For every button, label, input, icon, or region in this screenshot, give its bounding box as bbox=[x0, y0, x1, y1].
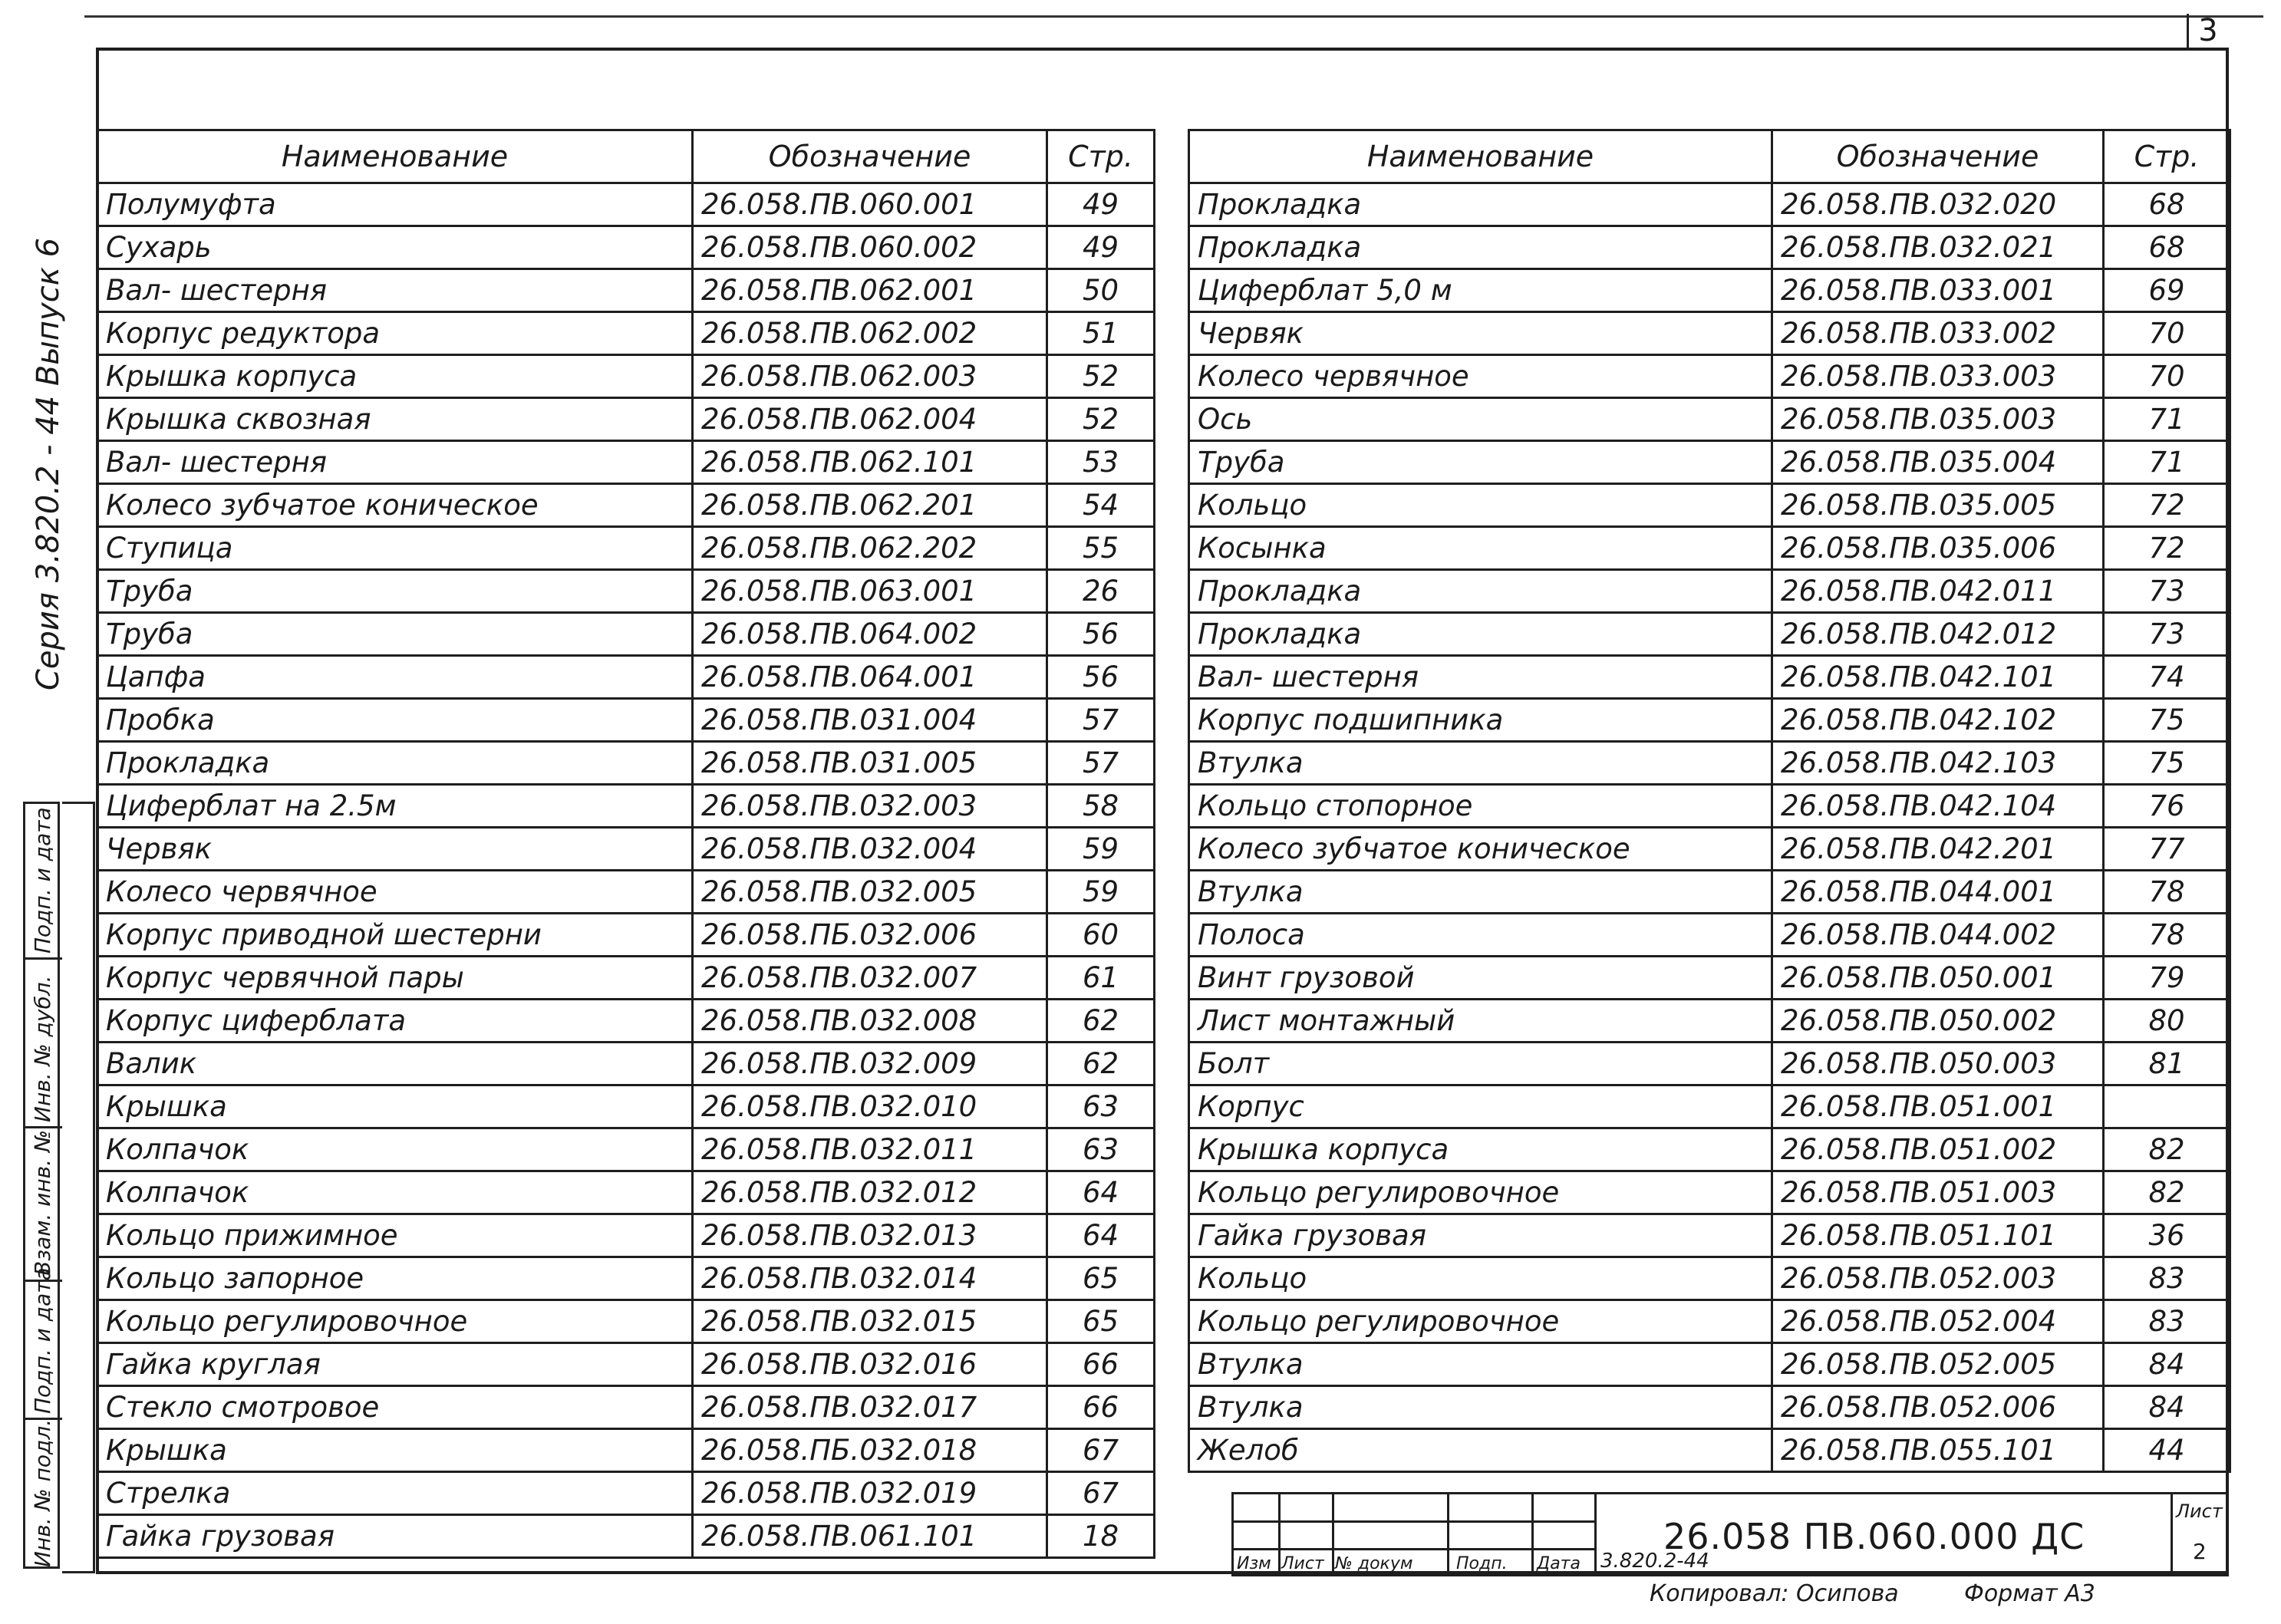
item-page: 73 bbox=[2104, 613, 2230, 656]
item-designation: 26.058.ПВ.035.003 bbox=[1772, 398, 2104, 441]
table-row bbox=[1189, 871, 2230, 914]
table-row bbox=[97, 1128, 1155, 1171]
item-name: Корпус приводной шестерни bbox=[97, 914, 693, 957]
series-code: 3.820.2-44 bbox=[1600, 1550, 1709, 1573]
item-name: Крышка bbox=[97, 1429, 693, 1472]
table-row bbox=[1189, 656, 2230, 699]
table-row bbox=[1189, 527, 2230, 570]
table-row bbox=[97, 1043, 1155, 1085]
item-name: Корпус циферблата bbox=[97, 1000, 693, 1043]
page-number: 3 bbox=[2187, 14, 2227, 50]
item-name: Кольцо запорное bbox=[97, 1257, 693, 1300]
table-row bbox=[97, 312, 1155, 355]
item-designation: 26.058.ПВ.051.003 bbox=[1772, 1171, 2104, 1214]
item-name: Корпус редуктора bbox=[97, 312, 693, 355]
item-designation: 26.058.ПВ.062.201 bbox=[693, 484, 1047, 527]
table-row bbox=[97, 1257, 1155, 1300]
item-designation: 26.058.ПВ.062.002 bbox=[693, 312, 1047, 355]
table-row bbox=[1189, 1343, 2230, 1386]
item-page: 49 bbox=[1047, 226, 1155, 269]
item-designation: 26.058.ПВ.032.015 bbox=[693, 1300, 1047, 1343]
item-name: Прокладка bbox=[1189, 570, 1772, 613]
table-row bbox=[97, 828, 1155, 871]
item-designation: 26.058.ПВ.032.019 bbox=[693, 1472, 1047, 1515]
item-name: Колесо червячное bbox=[97, 871, 693, 914]
item-designation: 26.058.ПБ.032.006 bbox=[693, 914, 1047, 957]
table-row bbox=[97, 957, 1155, 1000]
side-stamp-column bbox=[62, 802, 95, 1573]
table-row bbox=[97, 183, 1155, 226]
item-designation: 26.058.ПВ.050.002 bbox=[1772, 1000, 2104, 1043]
sheet-value: 2 bbox=[2193, 1539, 2207, 1564]
item-page: 83 bbox=[2104, 1300, 2230, 1343]
outer-border-line bbox=[84, 15, 2263, 18]
item-page: 70 bbox=[2104, 355, 2230, 398]
item-designation: 26.058.ПВ.033.003 bbox=[1772, 355, 2104, 398]
item-designation: 26.058.ПВ.042.102 bbox=[1772, 699, 2104, 742]
table-row bbox=[97, 269, 1155, 312]
item-name: Кольцо регулировочное bbox=[1189, 1171, 1772, 1214]
table-row bbox=[1189, 269, 2230, 312]
side-stamp-divider bbox=[25, 957, 62, 960]
table-row bbox=[97, 1000, 1155, 1043]
item-designation: 26.058.ПВ.032.009 bbox=[693, 1043, 1047, 1085]
item-page: 53 bbox=[1047, 441, 1155, 484]
header-designation: Обозначение bbox=[693, 130, 1047, 183]
item-page: 76 bbox=[2104, 785, 2230, 828]
item-designation: 26.058.ПВ.062.001 bbox=[693, 269, 1047, 312]
item-name: Полумуфта bbox=[97, 183, 693, 226]
item-page: 26 bbox=[1047, 570, 1155, 613]
item-page: 59 bbox=[1047, 871, 1155, 914]
table-row bbox=[97, 871, 1155, 914]
item-designation: 26.058.ПВ.060.001 bbox=[693, 183, 1047, 226]
item-designation: 26.058.ПВ.052.005 bbox=[1772, 1343, 2104, 1386]
table-row bbox=[1189, 484, 2230, 527]
item-designation: 26.058.ПВ.033.002 bbox=[1772, 312, 2104, 355]
table-row bbox=[1189, 1128, 2230, 1171]
item-name: Вал- шестерня bbox=[1189, 656, 1772, 699]
table-row bbox=[1189, 828, 2230, 871]
item-name: Крышка сквозная bbox=[97, 398, 693, 441]
item-name: Втулка bbox=[1189, 1343, 1772, 1386]
item-page: 57 bbox=[1047, 742, 1155, 785]
header-designation: Обозначение bbox=[1772, 130, 2104, 183]
item-name: Колесо зубчатое коническое bbox=[1189, 828, 1772, 871]
item-page: 57 bbox=[1047, 699, 1155, 742]
item-page: 82 bbox=[2104, 1128, 2230, 1171]
sheet-label: Лист bbox=[2176, 1500, 2223, 1522]
table-row bbox=[97, 1171, 1155, 1214]
item-designation: 26.058.ПВ.032.014 bbox=[693, 1257, 1047, 1300]
item-name: Кольцо bbox=[1189, 1257, 1772, 1300]
item-designation: 26.058.ПВ.032.007 bbox=[693, 957, 1047, 1000]
title-block-label: Подп. bbox=[1456, 1554, 1508, 1573]
table-row bbox=[97, 441, 1155, 484]
item-name: Труба bbox=[97, 613, 693, 656]
table-row bbox=[97, 1429, 1155, 1472]
item-page: 63 bbox=[1047, 1128, 1155, 1171]
table-row bbox=[97, 1515, 1155, 1558]
item-name: Гайка круглая bbox=[97, 1343, 693, 1386]
item-designation: 26.058.ПВ.032.013 bbox=[693, 1214, 1047, 1257]
item-page: 75 bbox=[2104, 699, 2230, 742]
table-row bbox=[1189, 570, 2230, 613]
item-name: Крышка корпуса bbox=[97, 355, 693, 398]
side-stamp-label: Подп. и дата bbox=[30, 1267, 55, 1414]
table-row bbox=[97, 785, 1155, 828]
table-row bbox=[1189, 398, 2230, 441]
item-page: 72 bbox=[2104, 527, 2230, 570]
table-row bbox=[1189, 742, 2230, 785]
item-page: 64 bbox=[1047, 1171, 1155, 1214]
item-name: Червяк bbox=[1189, 312, 1772, 355]
item-designation: 26.058.ПВ.052.006 bbox=[1772, 1386, 2104, 1429]
item-name: Кольцо прижимное bbox=[97, 1214, 693, 1257]
item-designation: 26.058.ПВ.050.001 bbox=[1772, 957, 2104, 1000]
item-name: Косынка bbox=[1189, 527, 1772, 570]
item-designation: 26.058.ПВ.064.001 bbox=[693, 656, 1047, 699]
document-code: 26.058 ПВ.060.000 ДС bbox=[1663, 1516, 2085, 1557]
item-page: 66 bbox=[1047, 1343, 1155, 1386]
item-designation: 26.058.ПВ.052.004 bbox=[1772, 1300, 2104, 1343]
item-name: Труба bbox=[1189, 441, 1772, 484]
item-page: 62 bbox=[1047, 1043, 1155, 1085]
item-name: Стекло смотровое bbox=[97, 1386, 693, 1429]
item-name: Кольцо стопорное bbox=[1189, 785, 1772, 828]
item-name: Ось bbox=[1189, 398, 1772, 441]
table-row bbox=[97, 570, 1155, 613]
item-designation: 26.058.ПВ.042.201 bbox=[1772, 828, 2104, 871]
table-row bbox=[97, 484, 1155, 527]
item-designation: 26.058.ПВ.062.101 bbox=[693, 441, 1047, 484]
table-header-row bbox=[1189, 130, 2230, 183]
item-designation: 26.058.ПВ.035.004 bbox=[1772, 441, 2104, 484]
item-designation: 26.058.ПВ.032.021 bbox=[1772, 226, 2104, 269]
item-designation: 26.058.ПВ.055.101 bbox=[1772, 1429, 2104, 1472]
table-row bbox=[97, 1472, 1155, 1515]
item-designation: 26.058.ПВ.032.008 bbox=[693, 1000, 1047, 1043]
item-name: Гайка грузовая bbox=[97, 1515, 693, 1558]
item-page: 65 bbox=[1047, 1300, 1155, 1343]
item-page: 72 bbox=[2104, 484, 2230, 527]
item-page: 65 bbox=[1047, 1257, 1155, 1300]
item-name: Циферблат на 2.5м bbox=[97, 785, 693, 828]
header-name: Наименование bbox=[97, 130, 693, 183]
item-designation: 26.058.ПВ.044.001 bbox=[1772, 871, 2104, 914]
table-row bbox=[97, 527, 1155, 570]
item-page: 84 bbox=[2104, 1386, 2230, 1429]
table-row bbox=[97, 1386, 1155, 1429]
table-row bbox=[1189, 699, 2230, 742]
table-row bbox=[1189, 1085, 2230, 1128]
item-name: Прокладка bbox=[1189, 613, 1772, 656]
item-page bbox=[2104, 1085, 2230, 1128]
item-designation: 26.058.ПВ.042.104 bbox=[1772, 785, 2104, 828]
item-page: 66 bbox=[1047, 1386, 1155, 1429]
item-designation: 26.058.ПВ.032.010 bbox=[693, 1085, 1047, 1128]
item-page: 68 bbox=[2104, 226, 2230, 269]
item-name: Втулка bbox=[1189, 742, 1772, 785]
table-row bbox=[1189, 355, 2230, 398]
item-designation: 26.058.ПВ.032.004 bbox=[693, 828, 1047, 871]
item-page: 62 bbox=[1047, 1000, 1155, 1043]
item-page: 77 bbox=[2104, 828, 2230, 871]
item-designation: 26.058.ПВ.042.103 bbox=[1772, 742, 2104, 785]
item-designation: 26.058.ПВ.032.017 bbox=[693, 1386, 1047, 1429]
item-name: Втулка bbox=[1189, 1386, 1772, 1429]
header-page: Стр. bbox=[2104, 130, 2230, 183]
item-name: Лист монтажный bbox=[1189, 1000, 1772, 1043]
item-name: Крышка корпуса bbox=[1189, 1128, 1772, 1171]
item-page: 59 bbox=[1047, 828, 1155, 871]
side-title: Серия 3.820.2 - 44 Выпуск 6 bbox=[31, 237, 66, 690]
item-name: Ступица bbox=[97, 527, 693, 570]
item-name: Втулка bbox=[1189, 871, 1772, 914]
item-page: 50 bbox=[1047, 269, 1155, 312]
table-header-row bbox=[97, 130, 1155, 183]
item-designation: 26.058.ПВ.042.011 bbox=[1772, 570, 2104, 613]
title-block-label: Изм bbox=[1237, 1554, 1271, 1573]
sheet-box bbox=[2171, 1494, 2227, 1574]
item-name: Колесо зубчатое коническое bbox=[97, 484, 693, 527]
item-page: 18 bbox=[1047, 1515, 1155, 1558]
item-page: 83 bbox=[2104, 1257, 2230, 1300]
table-row bbox=[1189, 1386, 2230, 1429]
item-designation: 26.058.ПВ.051.101 bbox=[1772, 1214, 2104, 1257]
table-row bbox=[1189, 785, 2230, 828]
item-page: 68 bbox=[2104, 183, 2230, 226]
item-name: Валик bbox=[97, 1043, 693, 1085]
item-name: Червяк bbox=[97, 828, 693, 871]
table-row bbox=[97, 1300, 1155, 1343]
copied-by: Копировал: Осипова bbox=[1650, 1580, 1899, 1607]
item-page: 56 bbox=[1047, 656, 1155, 699]
item-page: 73 bbox=[2104, 570, 2230, 613]
item-name: Сухарь bbox=[97, 226, 693, 269]
side-stamp-label: Подп. и дата bbox=[30, 807, 55, 954]
table-row bbox=[97, 1085, 1155, 1128]
item-designation: 26.058.ПВ.035.006 bbox=[1772, 527, 2104, 570]
item-name: Винт грузовой bbox=[1189, 957, 1772, 1000]
item-name: Вал- шестерня bbox=[97, 441, 693, 484]
table-row bbox=[97, 355, 1155, 398]
item-designation: 26.058.ПВ.062.003 bbox=[693, 355, 1047, 398]
item-page: 78 bbox=[2104, 871, 2230, 914]
side-stamp-label: Инв. № дубл. bbox=[30, 975, 55, 1122]
table-row bbox=[97, 1214, 1155, 1257]
table-row bbox=[1189, 1171, 2230, 1214]
side-stamp-label: Инв. № подл. bbox=[30, 1418, 55, 1567]
table-row bbox=[97, 742, 1155, 785]
item-page: 79 bbox=[2104, 957, 2230, 1000]
item-name: Прокладка bbox=[97, 742, 693, 785]
table-row bbox=[1189, 1043, 2230, 1085]
side-stamp bbox=[23, 802, 60, 1569]
table-row bbox=[1189, 957, 2230, 1000]
item-name: Стрелка bbox=[97, 1472, 693, 1515]
item-designation: 26.058.ПВ.051.001 bbox=[1772, 1085, 2104, 1128]
table-row bbox=[97, 656, 1155, 699]
item-page: 74 bbox=[2104, 656, 2230, 699]
item-designation: 26.058.ПБ.032.018 bbox=[693, 1429, 1047, 1472]
item-page: 49 bbox=[1047, 183, 1155, 226]
item-designation: 26.058.ПВ.032.005 bbox=[693, 871, 1047, 914]
item-designation: 26.058.ПВ.032.016 bbox=[693, 1343, 1047, 1386]
item-name: Циферблат 5,0 м bbox=[1189, 269, 1772, 312]
table-row bbox=[1189, 1214, 2230, 1257]
table-row bbox=[1189, 1000, 2230, 1043]
table-row bbox=[97, 226, 1155, 269]
item-name: Кольцо регулировочное bbox=[1189, 1300, 1772, 1343]
item-page: 71 bbox=[2104, 398, 2230, 441]
item-designation: 26.058.ПВ.032.003 bbox=[693, 785, 1047, 828]
format-label: Формат А3 bbox=[1964, 1580, 2095, 1607]
item-designation: 26.058.ПВ.063.001 bbox=[693, 570, 1047, 613]
table-row bbox=[1189, 183, 2230, 226]
right-spec-table bbox=[1188, 129, 2231, 1473]
item-designation: 26.058.ПВ.062.202 bbox=[693, 527, 1047, 570]
item-page: 71 bbox=[2104, 441, 2230, 484]
item-page: 51 bbox=[1047, 312, 1155, 355]
item-name: Корпус bbox=[1189, 1085, 1772, 1128]
item-page: 78 bbox=[2104, 914, 2230, 957]
item-name: Труба bbox=[97, 570, 693, 613]
item-name: Болт bbox=[1189, 1043, 1772, 1085]
item-designation: 26.058.ПВ.035.005 bbox=[1772, 484, 2104, 527]
left-spec-table bbox=[96, 129, 1155, 1559]
item-designation: 26.058.ПВ.050.003 bbox=[1772, 1043, 2104, 1085]
item-name: Корпус подшипника bbox=[1189, 699, 1772, 742]
table-row bbox=[1189, 613, 2230, 656]
side-stamp-label: Взам. инв. № bbox=[30, 1129, 55, 1276]
table-row bbox=[1189, 441, 2230, 484]
item-designation: 26.058.ПВ.033.001 bbox=[1772, 269, 2104, 312]
item-page: 52 bbox=[1047, 398, 1155, 441]
table-row bbox=[97, 398, 1155, 441]
item-designation: 26.058.ПВ.062.004 bbox=[693, 398, 1047, 441]
item-designation: 26.058.ПВ.044.002 bbox=[1772, 914, 2104, 957]
item-name: Кольцо регулировочное bbox=[97, 1300, 693, 1343]
item-page: 52 bbox=[1047, 355, 1155, 398]
item-designation: 26.058.ПВ.064.002 bbox=[693, 613, 1047, 656]
item-page: 60 bbox=[1047, 914, 1155, 957]
item-page: 75 bbox=[2104, 742, 2230, 785]
item-designation: 26.058.ПВ.060.002 bbox=[693, 226, 1047, 269]
title-block-label: Дата bbox=[1537, 1554, 1581, 1573]
item-page: 67 bbox=[1047, 1429, 1155, 1472]
item-designation: 26.058.ПВ.042.012 bbox=[1772, 613, 2104, 656]
item-designation: 26.058.ПВ.061.101 bbox=[693, 1515, 1047, 1558]
item-page: 61 bbox=[1047, 957, 1155, 1000]
item-name: Цапфа bbox=[97, 656, 693, 699]
item-designation: 26.058.ПВ.051.002 bbox=[1772, 1128, 2104, 1171]
item-designation: 26.058.ПВ.042.101 bbox=[1772, 656, 2104, 699]
item-page: 63 bbox=[1047, 1085, 1155, 1128]
table-row bbox=[1189, 312, 2230, 355]
item-name: Вал- шестерня bbox=[97, 269, 693, 312]
item-designation: 26.058.ПВ.032.011 bbox=[693, 1128, 1047, 1171]
item-page: 69 bbox=[2104, 269, 2230, 312]
title-block bbox=[1231, 1492, 2229, 1576]
item-designation: 26.058.ПВ.052.003 bbox=[1772, 1257, 2104, 1300]
item-page: 70 bbox=[2104, 312, 2230, 355]
item-page: 44 bbox=[2104, 1429, 2230, 1472]
item-designation: 26.058.ПВ.031.005 bbox=[693, 742, 1047, 785]
item-name: Колпачок bbox=[97, 1171, 693, 1214]
item-name: Крышка bbox=[97, 1085, 693, 1128]
item-page: 36 bbox=[2104, 1214, 2230, 1257]
item-name: Прокладка bbox=[1189, 183, 1772, 226]
side-stamp-divider bbox=[25, 1126, 62, 1128]
item-name: Кольцо bbox=[1189, 484, 1772, 527]
item-page: 64 bbox=[1047, 1214, 1155, 1257]
item-designation: 26.058.ПВ.032.020 bbox=[1772, 183, 2104, 226]
item-page: 80 bbox=[2104, 1000, 2230, 1043]
table-row bbox=[1189, 1300, 2230, 1343]
table-row bbox=[97, 699, 1155, 742]
item-name: Гайка грузовая bbox=[1189, 1214, 1772, 1257]
item-page: 54 bbox=[1047, 484, 1155, 527]
item-name: Прокладка bbox=[1189, 226, 1772, 269]
header-page: Стр. bbox=[1047, 130, 1155, 183]
item-page: 67 bbox=[1047, 1472, 1155, 1515]
item-page: 84 bbox=[2104, 1343, 2230, 1386]
item-name: Полоса bbox=[1189, 914, 1772, 957]
item-name: Колесо червячное bbox=[1189, 355, 1772, 398]
title-block-label: Лист bbox=[1281, 1554, 1324, 1573]
title-block-label: № докум bbox=[1335, 1554, 1413, 1573]
item-page: 81 bbox=[2104, 1043, 2230, 1085]
item-page: 56 bbox=[1047, 613, 1155, 656]
table-row bbox=[1189, 1429, 2230, 1472]
item-designation: 26.058.ПВ.032.012 bbox=[693, 1171, 1047, 1214]
item-name: Корпус червячной пары bbox=[97, 957, 693, 1000]
table-row bbox=[97, 1343, 1155, 1386]
item-name: Пробка bbox=[97, 699, 693, 742]
item-page: 82 bbox=[2104, 1171, 2230, 1214]
item-page: 58 bbox=[1047, 785, 1155, 828]
table-row bbox=[1189, 914, 2230, 957]
table-row bbox=[1189, 1257, 2230, 1300]
table-row bbox=[1189, 226, 2230, 269]
header-name: Наименование bbox=[1189, 130, 1772, 183]
item-designation: 26.058.ПВ.031.004 bbox=[693, 699, 1047, 742]
item-name: Желоб bbox=[1189, 1429, 1772, 1472]
item-name: Колпачок bbox=[97, 1128, 693, 1171]
table-row bbox=[97, 613, 1155, 656]
table-row bbox=[97, 914, 1155, 957]
item-page: 55 bbox=[1047, 527, 1155, 570]
